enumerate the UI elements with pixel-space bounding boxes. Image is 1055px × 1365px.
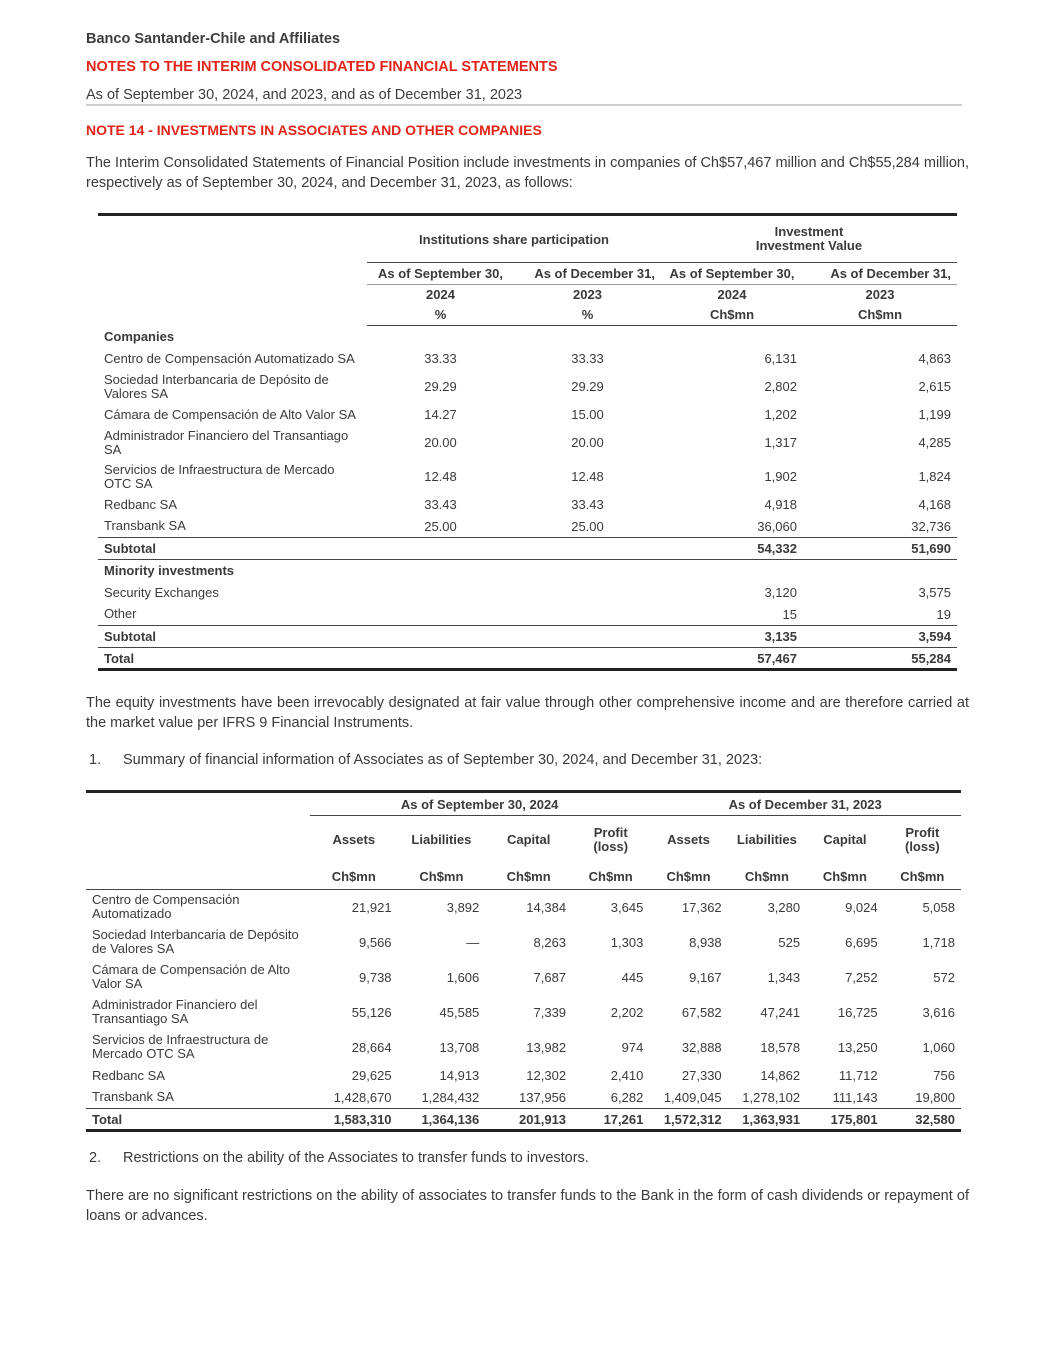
value-cell: 14,862 xyxy=(760,1068,801,1083)
value-cell: 5,058 xyxy=(922,899,955,915)
associate-name: Cámara de Compensación de Alto Valor SA xyxy=(92,962,291,991)
companies-section-row xyxy=(98,326,957,348)
column-year-heading: 2024 xyxy=(717,287,747,303)
table1-year-header xyxy=(98,285,957,305)
company-name: Administrador Financiero del Transantiago SA xyxy=(104,427,349,457)
total-row xyxy=(98,648,957,670)
total-value: 32,580 xyxy=(884,1109,961,1131)
value-cell: 572 xyxy=(933,969,955,985)
share-2024: 29.29 xyxy=(424,379,457,394)
notes-title: NOTES TO THE INTERIM CONSOLIDATED FINANCIAL STATEMENTS xyxy=(86,59,558,75)
company-name: Centro de Compensación Automatizado SA xyxy=(104,350,355,366)
blank-cell xyxy=(86,816,310,864)
blank-cell xyxy=(661,326,803,348)
total-label: Total xyxy=(98,648,367,670)
table-row xyxy=(98,370,957,404)
value-cell: 3,892 xyxy=(446,899,480,915)
column-heading: Liabilities xyxy=(411,831,472,847)
share-participation-heading: Institutions share participation xyxy=(367,215,661,263)
table2-unit-header xyxy=(86,864,961,890)
investment-value-heading xyxy=(661,215,957,263)
value-cell: 9,167 xyxy=(689,969,722,985)
value-cell: 1,428,670 xyxy=(333,1089,392,1105)
table1-date-header xyxy=(98,263,957,285)
total-label: Total xyxy=(86,1109,310,1131)
item-1-text: Summary of financial information of Associates as of September 30, 2024, and December 31, 2023: xyxy=(123,752,763,768)
share-2024: 33.43 xyxy=(424,497,457,512)
table-row xyxy=(86,960,961,995)
blank-cell xyxy=(98,263,367,285)
blank-cell xyxy=(803,326,957,348)
blank-cell xyxy=(86,792,310,816)
value-cell: 1,409,045 xyxy=(663,1089,722,1105)
value-2024: 15 xyxy=(782,606,797,622)
value-2023: 3,575 xyxy=(918,585,951,600)
value-cell: — xyxy=(466,934,480,950)
blank-cell xyxy=(98,215,367,263)
blank-cell xyxy=(98,305,367,326)
column-unit-heading: Ch$mn xyxy=(803,305,957,326)
associate-name: Administrador Financiero del Transantiago SA xyxy=(92,997,258,1026)
value-cell: 14,384 xyxy=(526,899,567,915)
blank-cell xyxy=(514,560,661,582)
value-cell: 1,284,432 xyxy=(421,1089,480,1105)
value-cell: 16,725 xyxy=(837,1004,878,1020)
subtotal-2023: 51,690 xyxy=(803,538,957,560)
unit-heading: Ch$mn xyxy=(649,864,727,890)
value-cell: 525 xyxy=(778,934,801,950)
share-2023: 15.00 xyxy=(571,407,604,422)
column-date-heading: As of September 30, xyxy=(367,263,514,285)
subtotal-label: Subtotal xyxy=(98,538,367,560)
blank-cell xyxy=(514,604,661,626)
value-cell: 13,708 xyxy=(439,1039,480,1055)
total-value: 1,572,312 xyxy=(649,1109,727,1131)
share-2024: 14.27 xyxy=(424,407,457,422)
header-rule xyxy=(86,104,962,106)
value-cell: 55,126 xyxy=(351,1004,392,1020)
table1-group-header xyxy=(98,215,957,263)
value-2024: 4,918 xyxy=(764,497,797,512)
value-2023: 32,736 xyxy=(911,518,951,534)
table-row xyxy=(86,1065,961,1087)
value-2024: 3,120 xyxy=(764,585,797,600)
total-value: 201,913 xyxy=(485,1109,572,1131)
column-year-heading: 2023 xyxy=(573,287,602,303)
subtotal-label: Subtotal xyxy=(98,626,367,648)
subtotal-row xyxy=(98,538,957,560)
table-row xyxy=(98,582,957,604)
value-cell: 9,024 xyxy=(845,899,878,915)
value-2024: 2,802 xyxy=(764,379,797,394)
table-row xyxy=(86,890,961,925)
blank-cell xyxy=(514,626,661,648)
share-2023: 25.00 xyxy=(571,518,604,534)
blank-cell xyxy=(661,560,803,582)
total-2024: 57,467 xyxy=(661,648,803,670)
company-name: Cámara de Compensación de Alto Valor SA xyxy=(104,406,356,422)
minority-label: Minority investments xyxy=(98,560,367,582)
column-heading: Assets xyxy=(332,831,376,847)
value-cell: 445 xyxy=(621,969,644,985)
blank-cell xyxy=(514,648,661,670)
blank-cell xyxy=(514,582,661,604)
blank-cell xyxy=(367,538,514,560)
blank-cell xyxy=(367,626,514,648)
share-2023: 33.43 xyxy=(571,497,604,512)
value-2023: 19 xyxy=(936,606,951,622)
unit-heading: Ch$mn xyxy=(884,864,961,890)
item-2 xyxy=(89,1150,589,1166)
column-heading: Liabilities xyxy=(736,831,797,847)
item-2-number: 2. xyxy=(89,1150,102,1166)
value-cell: 137,956 xyxy=(519,1089,567,1105)
unit-heading: Ch$mn xyxy=(398,864,486,890)
total-value: 1,363,931 xyxy=(728,1109,806,1131)
unit-heading: Ch$mn xyxy=(728,864,806,890)
value-cell: 14,913 xyxy=(439,1068,480,1083)
unit-heading: Ch$mn xyxy=(572,864,649,890)
value-cell: 32,888 xyxy=(681,1039,722,1055)
closing-paragraph: There are no significant restrictions on the ability of associates to transfer funds to the Bank in the form of cash dividends or repayment of loans or advances. xyxy=(86,1188,969,1224)
period-2023-heading: As of December 31, 2023 xyxy=(649,792,961,816)
subtotal-row xyxy=(98,626,957,648)
blank-cell xyxy=(98,285,367,305)
table-row xyxy=(86,995,961,1030)
value-cell: 45,585 xyxy=(439,1004,480,1020)
value-cell: 9,738 xyxy=(359,969,392,985)
column-year-heading: 2024 xyxy=(426,287,455,303)
table-row xyxy=(86,1087,961,1109)
associates-summary-table xyxy=(86,790,961,1132)
column-heading: Profit (loss) xyxy=(904,824,940,854)
subtotal-2023: 3,594 xyxy=(803,626,957,648)
value-cell: 1,718 xyxy=(922,934,955,950)
table-row xyxy=(98,494,957,516)
share-2023: 29.29 xyxy=(571,379,604,394)
company-name: Redbanc SA xyxy=(104,496,177,512)
value-cell: 13,982 xyxy=(526,1039,567,1055)
table2-column-header xyxy=(86,816,961,864)
value-cell: 2,410 xyxy=(610,1068,644,1083)
value-cell: 1,343 xyxy=(767,969,801,985)
subtotal-2024: 54,332 xyxy=(661,538,803,560)
note-title: NOTE 14 - INVESTMENTS IN ASSOCIATES AND OTHER COMPANIES xyxy=(86,122,542,138)
period-2024-heading: As of September 30, 2024 xyxy=(310,792,649,816)
value-cell: 29,625 xyxy=(351,1068,392,1083)
total-value: 17,261 xyxy=(572,1109,649,1131)
share-2024: 12.48 xyxy=(424,469,457,484)
total-value: 1,583,310 xyxy=(310,1109,398,1131)
value-cell: 7,339 xyxy=(533,1004,567,1020)
value-2024: 1,202 xyxy=(764,407,797,422)
total-2023: 55,284 xyxy=(803,648,957,670)
share-2023: 20.00 xyxy=(571,435,604,450)
blank-cell xyxy=(367,604,514,626)
subtotal-2024: 3,135 xyxy=(661,626,803,648)
value-cell: 8,263 xyxy=(533,934,567,950)
table-row xyxy=(98,604,957,626)
value-2023: 1,199 xyxy=(918,407,951,422)
item-1 xyxy=(89,752,762,768)
value-cell: 7,252 xyxy=(845,969,878,985)
value-cell: 27,330 xyxy=(681,1068,722,1083)
value-cell: 3,616 xyxy=(922,1004,955,1020)
unit-heading: Ch$mn xyxy=(485,864,572,890)
value-cell: 2,202 xyxy=(610,1004,644,1020)
column-date-heading: As of December 31, xyxy=(803,263,957,285)
blank-cell xyxy=(367,648,514,670)
companies-label: Companies xyxy=(104,329,175,344)
value-cell: 7,687 xyxy=(533,969,567,985)
value-cell: 1,060 xyxy=(922,1039,955,1055)
value-cell: 19,800 xyxy=(915,1089,955,1105)
value-cell: 9,566 xyxy=(359,934,392,950)
value-cell: 21,921 xyxy=(351,899,392,915)
value-2024: 1,902 xyxy=(764,469,797,484)
minority-name: Security Exchanges xyxy=(104,584,219,600)
value-2023: 4,285 xyxy=(918,435,951,450)
value-cell: 756 xyxy=(933,1068,955,1083)
column-unit-heading: % xyxy=(514,305,661,326)
column-unit-heading: Ch$mn xyxy=(661,305,803,326)
table-row xyxy=(98,426,957,460)
value-2024: 6,131 xyxy=(764,351,797,366)
associate-name: Redbanc SA xyxy=(92,1067,165,1083)
value-2024: 1,317 xyxy=(764,435,797,450)
associate-name: Centro de Compensación Automatizado xyxy=(92,892,240,922)
blank-cell xyxy=(803,560,957,582)
intro-paragraph: The Interim Consolidated Statements of Financial Position include investments in companies of Ch$57,467 million and Ch$55,284 million, respectively as of September 30, 2024, and December 31, 2023, as follows: xyxy=(86,155,969,191)
column-heading: Assets xyxy=(667,831,710,847)
value-cell: 12,302 xyxy=(526,1068,567,1083)
associate-name: Sociedad Interbancaria de Depósito de Valores SA xyxy=(92,927,299,956)
blank-cell xyxy=(514,326,661,348)
minority-section-row xyxy=(98,560,957,582)
value-cell: 67,582 xyxy=(681,1004,722,1020)
total-row xyxy=(86,1109,961,1131)
table-row xyxy=(98,516,957,538)
table-row xyxy=(98,460,957,494)
associate-name: Transbank SA xyxy=(92,1089,174,1105)
total-value: 1,364,136 xyxy=(398,1109,486,1131)
value-cell: 3,645 xyxy=(610,899,644,915)
item-2-text: Restrictions on the ability of the Associates to transfer funds to investors. xyxy=(123,1150,589,1166)
table-row xyxy=(98,348,957,370)
unit-heading: Ch$mn xyxy=(806,864,884,890)
table1-unit-header xyxy=(98,305,957,326)
company-name: Sociedad Interbancaria de Depósito de Valores SA xyxy=(104,371,329,401)
blank-cell xyxy=(367,582,514,604)
date-line: As of September 30, 2024, and 2023, and as of December 31, 2023 xyxy=(86,87,523,103)
table-row xyxy=(86,925,961,960)
blank-cell xyxy=(367,326,514,348)
share-2024: 33.33 xyxy=(424,351,457,366)
value-cell: 974 xyxy=(621,1039,644,1055)
value-2023: 2,615 xyxy=(918,379,951,394)
share-2023: 33.33 xyxy=(571,351,604,366)
investment-heading-line2: Investment Value xyxy=(755,238,863,253)
blank-cell xyxy=(86,864,310,890)
blank-cell xyxy=(367,560,514,582)
table2-period-header xyxy=(86,792,961,816)
value-cell: 28,664 xyxy=(351,1039,392,1055)
share-2024: 25.00 xyxy=(424,518,457,534)
value-cell: 6,282 xyxy=(610,1089,644,1105)
fair-value-paragraph: The equity investments have been irrevocably designated at fair value through other comprehensive income and are therefore carried at the market value per IFRS 9 Financial Instruments. xyxy=(86,695,969,731)
value-cell: 13,250 xyxy=(837,1039,878,1055)
value-2023: 4,863 xyxy=(918,351,951,366)
column-heading: Profit (loss) xyxy=(593,824,629,854)
total-value: 175,801 xyxy=(806,1109,884,1131)
value-cell: 1,303 xyxy=(610,934,644,950)
value-cell: 111,143 xyxy=(832,1089,878,1105)
column-heading: Capital xyxy=(823,831,867,847)
share-2023: 12.48 xyxy=(571,469,604,484)
minority-name: Other xyxy=(104,606,137,622)
investment-heading-line1: Investment xyxy=(774,224,844,239)
value-cell: 11,712 xyxy=(838,1068,878,1083)
value-2023: 4,168 xyxy=(918,497,951,512)
column-year-heading: 2023 xyxy=(865,287,895,303)
table-row xyxy=(98,404,957,426)
value-cell: 1,606 xyxy=(446,969,480,985)
value-2023: 1,824 xyxy=(918,469,951,484)
value-cell: 6,695 xyxy=(845,934,878,950)
column-date-heading: As of September 30, xyxy=(661,263,803,285)
value-cell: 3,280 xyxy=(767,899,801,915)
associate-name: Servicios de Infraestructura de Mercado OTC SA xyxy=(92,1032,269,1061)
unit-heading: Ch$mn xyxy=(310,864,398,890)
company-name: Servicios de Infraestructura de Mercado OTC SA xyxy=(104,461,335,491)
value-2024: 36,060 xyxy=(757,518,797,534)
share-2024: 20.00 xyxy=(424,435,457,450)
column-heading: Capital xyxy=(506,831,551,847)
company-name: Transbank SA xyxy=(104,518,186,534)
company-name: Banco Santander-Chile and Affiliates xyxy=(86,31,341,47)
column-date-heading: As of December 31, xyxy=(514,263,661,285)
value-cell: 47,241 xyxy=(760,1004,801,1020)
value-cell: 1,278,102 xyxy=(742,1089,801,1105)
value-cell: 18,578 xyxy=(760,1039,801,1055)
column-unit-heading: % xyxy=(367,305,514,326)
item-1-number: 1. xyxy=(89,752,102,768)
blank-cell xyxy=(514,538,661,560)
value-cell: 8,938 xyxy=(689,934,722,950)
investments-table xyxy=(98,213,957,671)
table-row xyxy=(86,1030,961,1065)
value-cell: 17,362 xyxy=(681,899,722,915)
